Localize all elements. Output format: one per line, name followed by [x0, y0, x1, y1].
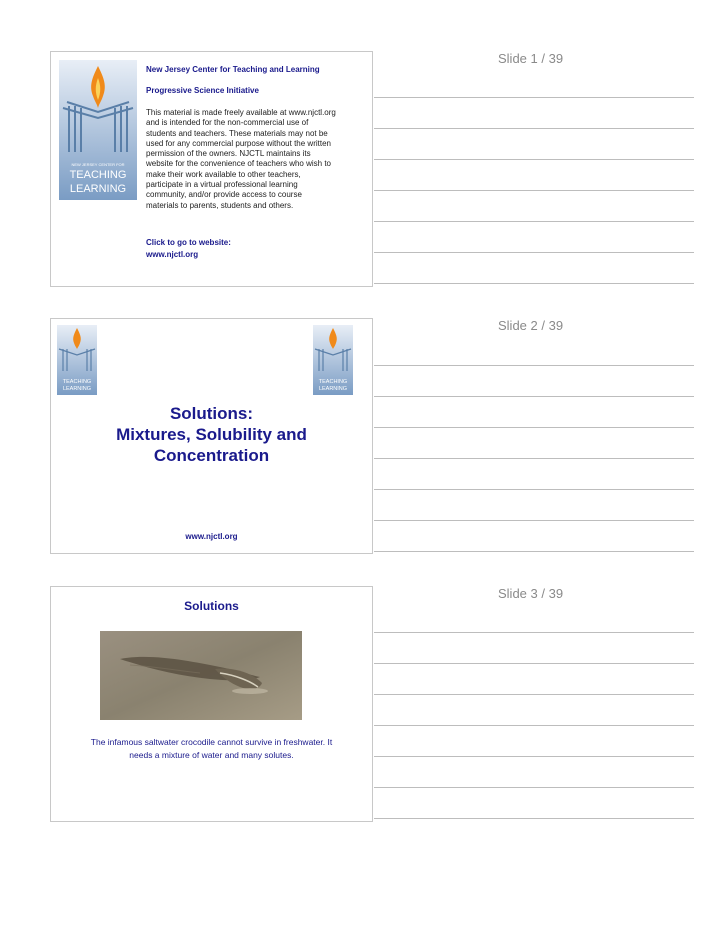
body-line: students and teachers. These materials may not be — [146, 128, 328, 138]
body-line: participate in a virtual professional learning — [146, 180, 298, 190]
note-line — [374, 818, 694, 819]
body-line: and is intended for the non-commercial use of — [146, 118, 309, 128]
note-line — [374, 694, 694, 695]
logo-left-teaching: TEACHING — [62, 379, 92, 385]
slide-label-1: Slide 1 / 39 — [498, 51, 564, 66]
note-line — [374, 458, 694, 459]
njctl-logo-left — [57, 325, 97, 395]
note-line — [374, 663, 694, 664]
note-line — [374, 97, 694, 98]
note-line — [374, 725, 694, 726]
slide-label-2: Slide 2 / 39 — [498, 318, 564, 333]
logo-right-learning: LEARNING — [318, 386, 348, 392]
slide-1-body — [146, 108, 336, 211]
note-line — [374, 489, 694, 490]
note-line — [374, 283, 694, 284]
logo-text-top: NEW JERSEY CENTER FOR — [71, 162, 125, 167]
note-line — [374, 221, 694, 222]
website-link-label[interactable]: Click to go to website: — [146, 238, 231, 247]
body-line: community, and/or provide access to course — [146, 190, 302, 200]
logo-right-teaching: TEACHING — [318, 379, 348, 385]
body-line: website for the convenience of teachers who wish to — [146, 159, 331, 169]
note-line — [374, 551, 694, 552]
body-line: make their work available to other teachers, — [146, 169, 301, 179]
logo-text-teaching: TEACHING — [69, 169, 127, 181]
logo-text-learning: LEARNING — [69, 183, 127, 195]
slide-1 — [50, 51, 373, 287]
caption-line: needs a mixture of water and many solutes. — [129, 750, 294, 760]
slide-2-url[interactable]: www.njctl.org — [185, 532, 238, 541]
note-line — [374, 632, 694, 633]
note-line — [374, 128, 694, 129]
logo-left-learning: LEARNING — [62, 386, 92, 392]
caption-line: The infamous saltwater crocodile cannot survive in freshwater. It — [90, 737, 333, 747]
title-line: Mixtures, Solubility and — [116, 425, 307, 444]
title-line: Solutions: — [169, 404, 254, 423]
initiative-name: Progressive Science Initiative — [146, 86, 259, 95]
note-line — [374, 427, 694, 428]
slide-3-caption — [51, 736, 372, 762]
org-name: New Jersey Center for Teaching and Learning — [146, 65, 320, 74]
note-line — [374, 159, 694, 160]
note-line — [374, 396, 694, 397]
note-line — [374, 756, 694, 757]
body-line: materials to parents, students and others. — [146, 200, 294, 210]
body-line: permission of the owners. NJCTL maintains its — [146, 149, 311, 159]
slide-label-3: Slide 3 / 39 — [498, 586, 564, 601]
slide-3-title: Solutions — [184, 599, 239, 613]
title-line: Concentration — [153, 446, 270, 465]
note-line — [374, 787, 694, 788]
body-line: This material is made freely available at www.njctl.org — [146, 108, 336, 117]
crocodile-photo — [100, 631, 302, 720]
slide-2 — [50, 318, 373, 554]
note-line — [374, 520, 694, 521]
njctl-logo-right — [313, 325, 353, 395]
note-line — [374, 252, 694, 253]
note-line — [374, 190, 694, 191]
note-line — [374, 365, 694, 366]
body-line: used for any commercial purpose without the written — [146, 138, 331, 148]
slide-2-title — [51, 403, 372, 466]
slide-3 — [50, 586, 373, 822]
njctl-logo — [59, 60, 137, 200]
website-link-url[interactable]: www.njctl.org — [146, 250, 199, 259]
